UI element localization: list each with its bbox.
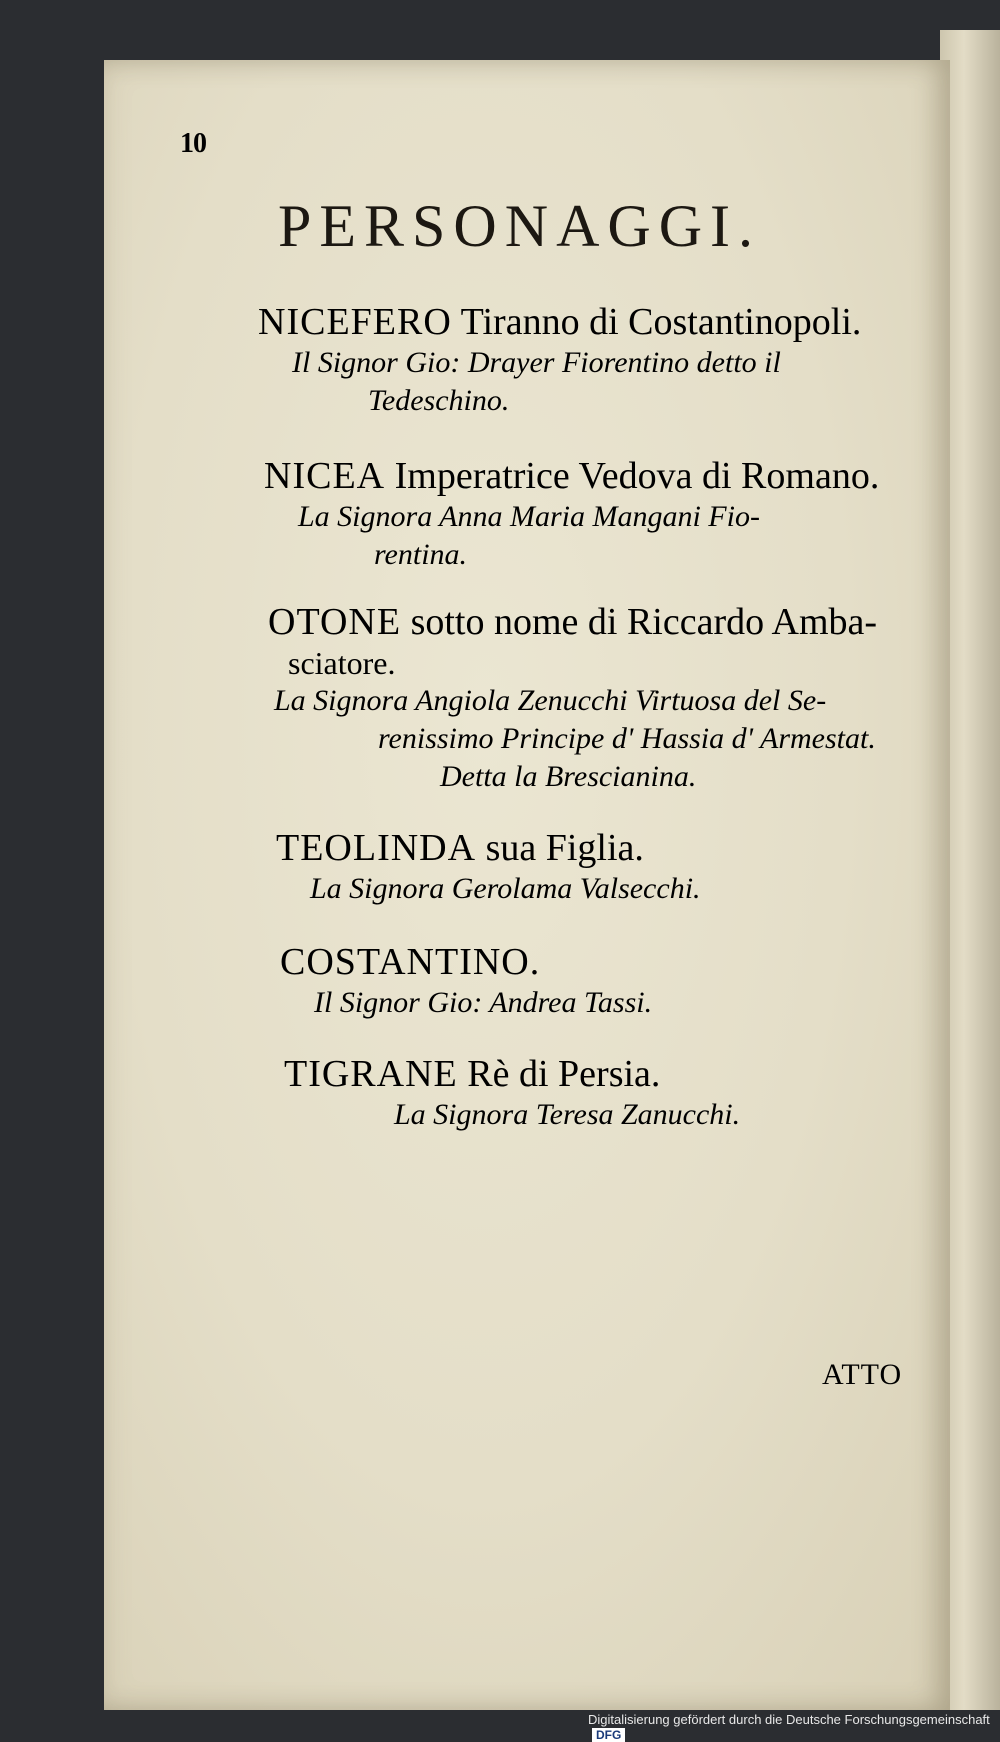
page-number: 10 — [180, 128, 206, 159]
singer-line-cont: rentina. — [374, 538, 468, 571]
character-role: sua Figlia. — [485, 827, 644, 869]
character-entry — [258, 300, 861, 420]
character-line — [268, 600, 877, 644]
footer-credit — [588, 1712, 1000, 1742]
character-entry — [264, 454, 879, 574]
character-role: Imperatrice Vedova di Romano. — [394, 455, 880, 497]
character-entry — [284, 1052, 740, 1134]
character-entry — [268, 600, 877, 796]
character-name: TIGRANE — [284, 1053, 458, 1095]
character-line — [264, 454, 879, 498]
catchword: ATTO — [822, 1358, 903, 1391]
singer-line: La Signora Teresa Zanucchi. — [394, 1098, 741, 1131]
character-line — [276, 826, 701, 870]
character-line — [258, 300, 861, 344]
singer-line: La Signora Angiola Zenucchi Virtuosa del Se- — [274, 684, 827, 717]
footer-text: Digitalisierung gefördert durch die Deutsche Forschungsgemeinschaft — [588, 1712, 990, 1727]
singer-line: Il Signor Gio: Drayer Fiorentino detto il — [292, 346, 781, 379]
page-heading: PERSONAGGI. — [278, 193, 762, 259]
dfg-logo: DFG — [592, 1728, 625, 1742]
singer-line-cont: Tedeschino. — [368, 384, 510, 417]
singer-line: La Signora Gerolama Valsecchi. — [310, 872, 701, 905]
character-role: sotto nome di Riccardo Amba- — [410, 601, 878, 643]
character-name: COSTANTINO. — [280, 941, 541, 983]
character-role-cont: sciatore. — [288, 645, 396, 681]
character-name: NICEA — [264, 455, 386, 497]
singer-line: La Signora Anna Maria Mangani Fio- — [298, 500, 760, 533]
character-name: TEOLINDA — [276, 827, 477, 869]
singer-line-cont: Detta la Brescianina. — [440, 760, 697, 793]
character-name: OTONE — [268, 601, 402, 643]
character-line — [284, 1052, 740, 1096]
character-entry — [280, 940, 652, 1022]
singer-line: Il Signor Gio: Andrea Tassi. — [314, 986, 653, 1019]
character-line — [280, 940, 652, 984]
character-role: Tiranno di Costantinopoli. — [460, 301, 862, 343]
singer-line-cont: renissimo Principe d' Hassia d' Armestat. — [378, 722, 876, 755]
character-name: NICEFERO — [258, 301, 452, 343]
character-role: Rè di Persia. — [467, 1053, 661, 1095]
character-entry — [276, 826, 701, 908]
